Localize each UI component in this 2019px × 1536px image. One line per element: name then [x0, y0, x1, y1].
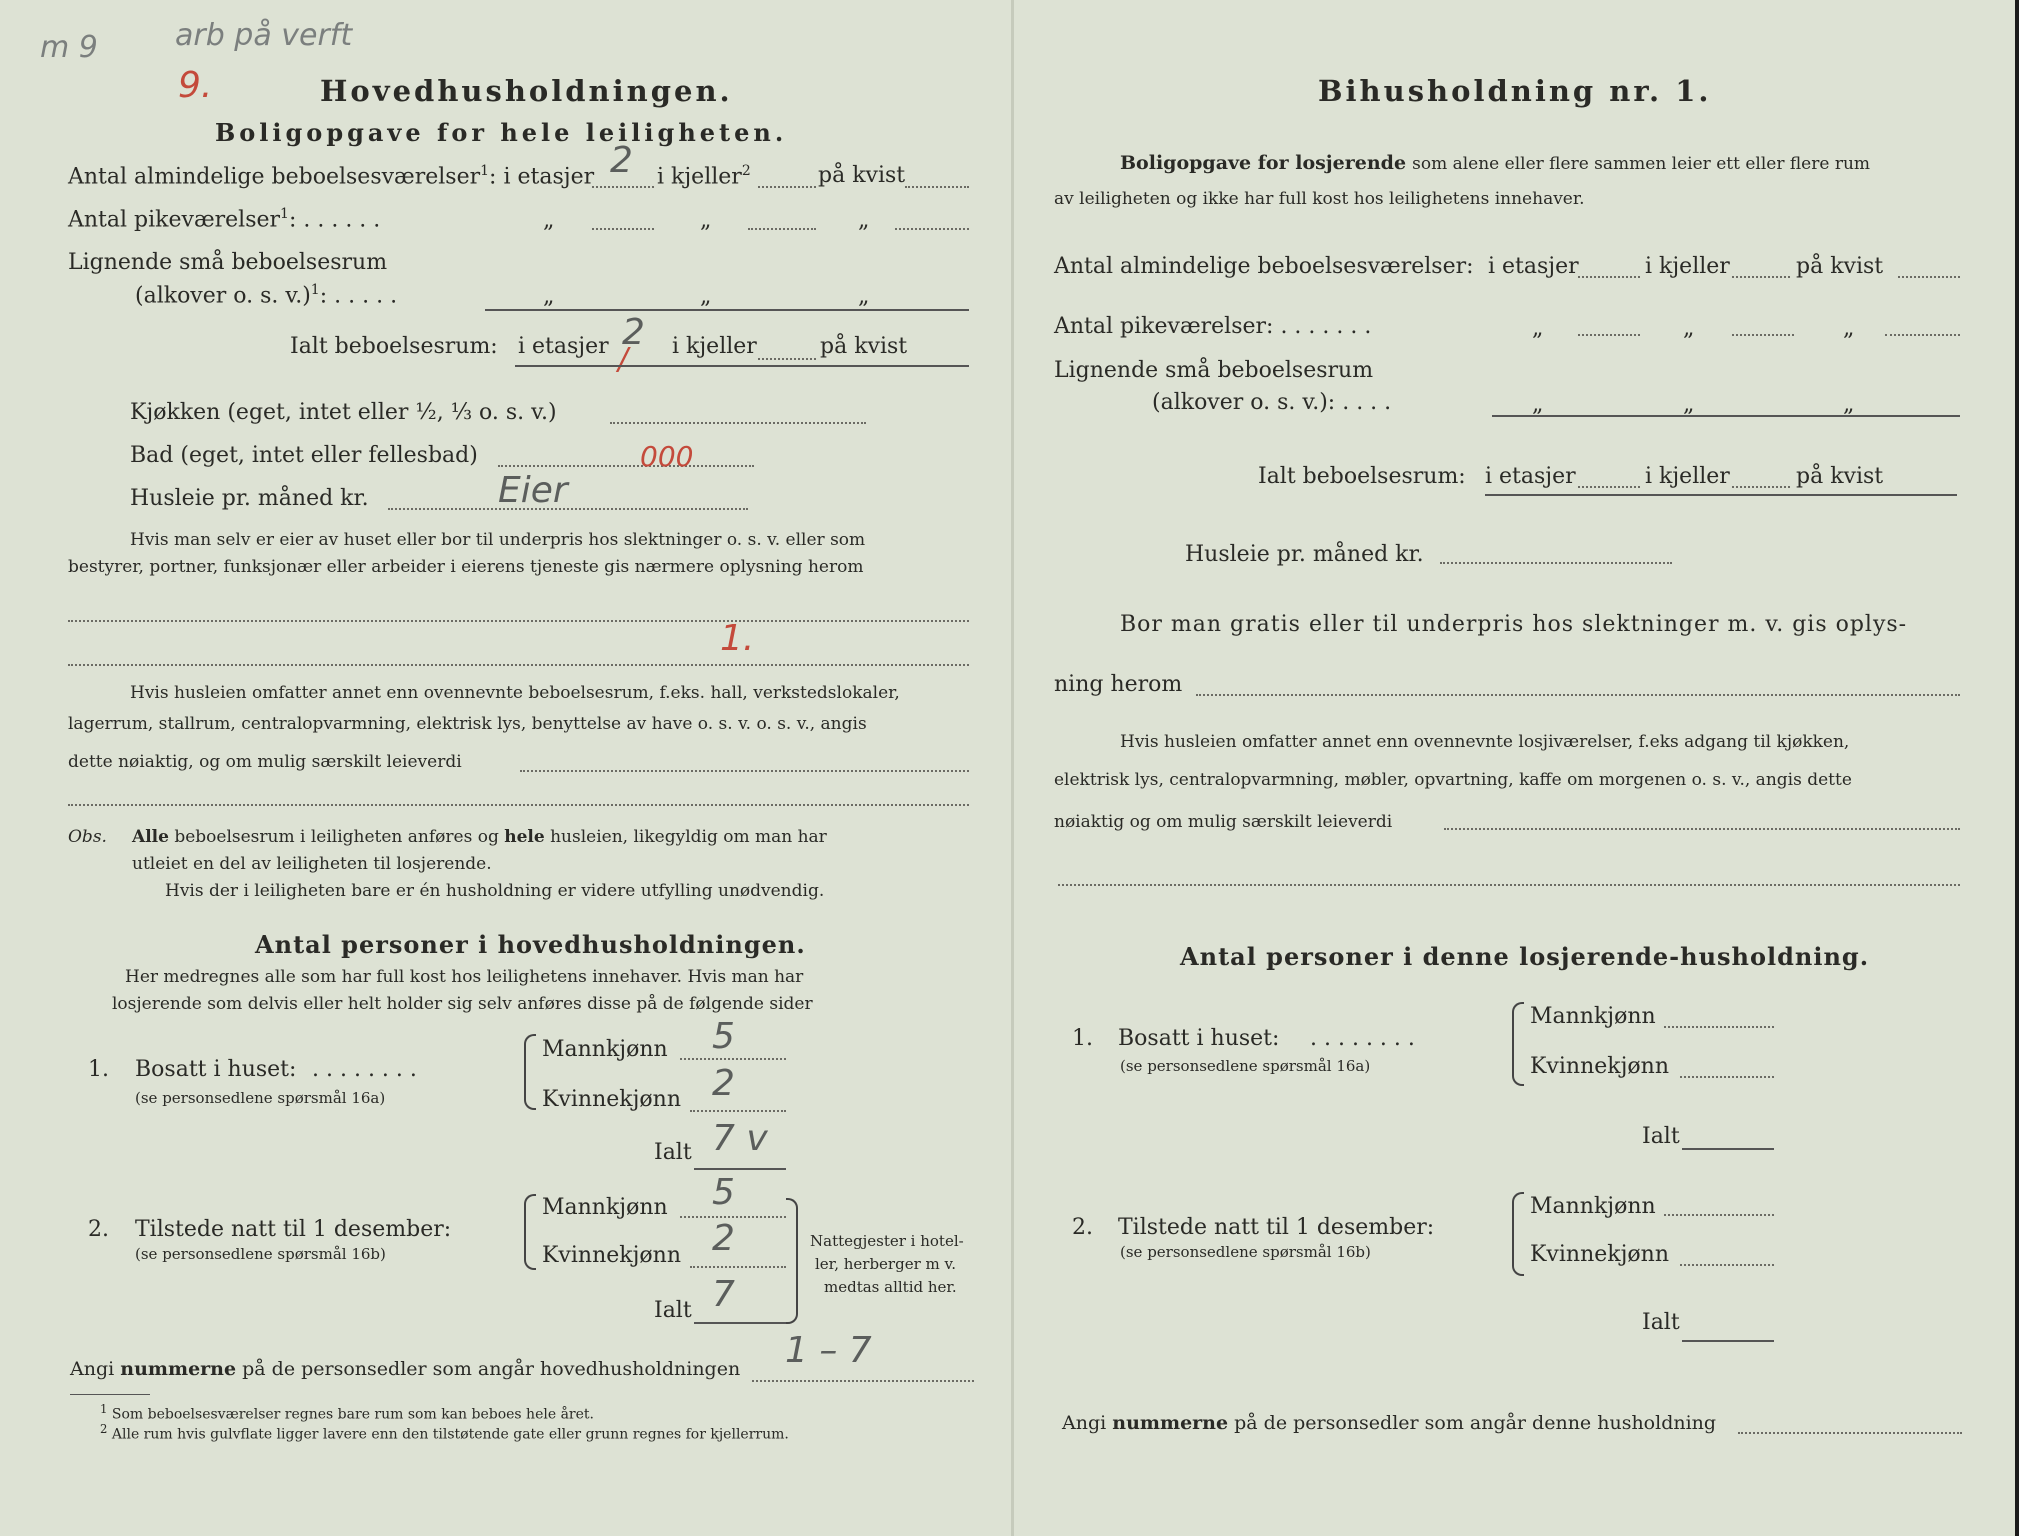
bath-field[interactable] — [498, 465, 754, 467]
main-persons-heading: Antal personer i hovedhusholdningen. — [255, 930, 806, 959]
lodger-rent-includes-3: nøiaktig og om mulig særskilt leieverdi — [1054, 812, 1393, 832]
main-household-subtitle: Boligopgave for hele leiligheten. — [215, 118, 788, 147]
lodger-resident-subtext: (se personsedlene spørsmål 16a) — [1120, 1057, 1371, 1075]
total-kjeller-field[interactable] — [758, 358, 816, 360]
lodger-rooms-etasjer-label: i etasjer — [1488, 254, 1579, 279]
present-number: 2. — [88, 1217, 109, 1242]
rent-includes-text-1: Hvis husleien omfatter annet enn ovennevnte beboelsesrum, f.eks. hall, verkstedslokaler, — [130, 683, 900, 703]
guest-note-brace — [786, 1198, 798, 1324]
lodger-intro-1: Boligopgave for losjerende som alene eller flere sammen leier ett eller flere rum — [1120, 152, 1871, 174]
rent-includes-text-2: lagerrum, stallrum, centralopvarmning, elektrisk lys, benyttelse av have o. s. v. o. s. v., angis — [68, 714, 867, 734]
rent-includes-field-1[interactable] — [520, 770, 969, 772]
guest-note-2: ler, herberger m v. — [815, 1255, 956, 1273]
lodger-present-male-label: Mannkjønn — [1530, 1194, 1656, 1219]
rent-field[interactable] — [388, 508, 748, 510]
page-edge — [2015, 0, 2019, 1536]
lodger-intro-2: av leiligheten og ikke har full kost hos leilighetens innehaver. — [1054, 189, 1585, 209]
maid-etasjer-field[interactable] — [592, 228, 654, 230]
lodger-free-text-1: Bor man gratis eller til underpris hos slektninger m. v. gis oplys- — [1120, 612, 1908, 637]
lodger-rent-includes-field-1[interactable] — [1444, 828, 1960, 830]
resident-subtext: (se personsedlene spørsmål 16a) — [135, 1089, 386, 1107]
lodger-present-male-field[interactable] — [1664, 1214, 1774, 1216]
owner-info-field-1[interactable] — [68, 620, 969, 622]
lodger-rooms-kjeller-field[interactable] — [1732, 276, 1790, 278]
lodger-rent-includes-1: Hvis husleien omfatter annet enn ovennevnte losjiværelser, f.eks adgang til kjøkken, — [1120, 732, 1850, 752]
lodger-rooms-kjeller-label: i kjeller — [1645, 254, 1730, 279]
rooms-kjeller-label: i kjeller$^2$ — [657, 163, 751, 190]
lodger-resident-dots: . . . . . . . . — [1310, 1026, 1415, 1051]
lodger-present-subtext: (se personsedlene spørsmål 16b) — [1120, 1243, 1371, 1261]
lodger-persons-heading: Antal personer i denne losjerende-husholdning. — [1180, 942, 1870, 971]
small-rooms-label: Lignende små beboelsesrum — [68, 250, 388, 275]
lodger-resident-total-label: Ialt — [1642, 1124, 1680, 1149]
lodger-present-brace — [1512, 1192, 1524, 1276]
ditto-mark: „ — [543, 208, 555, 233]
total-etasjer-value: 2 — [622, 312, 645, 353]
lodger-present-number: 2. — [1072, 1215, 1093, 1240]
red-check-mark: / — [618, 342, 629, 377]
handwritten-mark: m 9 — [40, 30, 98, 65]
lodger-resident-brace — [1512, 1002, 1524, 1086]
guest-note-1: Nattegjester i hotel- — [810, 1232, 964, 1250]
rooms-kjeller-field[interactable] — [758, 186, 816, 188]
rooms-etasjer-field[interactable] — [592, 186, 654, 188]
lodger-alcove-label: (alkover o. s. v.): . . . . — [1152, 390, 1392, 415]
total-rooms-underline — [515, 365, 969, 367]
rooms-etasjer-value: 2 — [610, 140, 633, 181]
lodger-rent-field[interactable] — [1440, 562, 1672, 564]
resident-total-label: Ialt — [654, 1140, 692, 1165]
lodger-free-field[interactable] — [1196, 694, 1960, 696]
sub-household-title: Bihusholdning nr. 1. — [1318, 74, 1712, 108]
lodger-rooms-kvist-label: på kvist — [1796, 254, 1884, 279]
lodger-rent-label: Husleie pr. måned kr. — [1185, 542, 1424, 567]
lodger-resident-male-field[interactable] — [1664, 1026, 1774, 1028]
ditto-mark: „ — [543, 284, 555, 309]
ditto-mark: „ — [1683, 316, 1695, 341]
lodger-person-numbers-label: Angi nummerne på de personsedler som angår denne husholdning — [1062, 1412, 1717, 1434]
lodger-small-rooms-underline — [1492, 415, 1960, 417]
present-female-field[interactable] — [690, 1266, 786, 1268]
resident-label: Bosatt i huset: — [135, 1057, 297, 1082]
ditto-mark: „ — [1532, 316, 1544, 341]
lodger-rent-includes-2: elektrisk lys, centralopvarmning, møbler, opvartning, kaffe om morgenen o. s. v., angis dette — [1054, 770, 1852, 790]
present-female-label: Kvinnekjønn — [542, 1243, 681, 1268]
rooms-kvist-field[interactable] — [905, 186, 969, 188]
lodger-present-label: Tilstede natt til 1 desember: — [1118, 1215, 1435, 1240]
lodger-total-etasjer-field[interactable] — [1578, 486, 1640, 488]
owner-info-field-2[interactable] — [68, 664, 969, 666]
resident-male-value: 5 — [712, 1016, 735, 1057]
footnote-1: $^1$ Som beboelsesværelser regnes bare rum som kan beboes hele året. — [100, 1402, 594, 1423]
main-household-title: Hovedhusholdningen. — [320, 74, 733, 108]
present-total-field[interactable] — [694, 1322, 786, 1324]
maid-kvist-field[interactable] — [895, 228, 969, 230]
obs-text-2: utleiet en del av leiligheten til losjerende. — [132, 854, 492, 874]
rent-owner-value: Eier — [498, 470, 568, 511]
owner-info-text-2: bestyrer, portner, funksjonær eller arbeider i eierens tjeneste gis nærmere oplysning herom — [68, 557, 864, 577]
resident-brace — [524, 1034, 536, 1110]
rent-label: Husleie pr. måned kr. — [130, 486, 369, 511]
lodger-total-kvist-label: på kvist — [1796, 464, 1884, 489]
resident-male-label: Mannkjønn — [542, 1037, 668, 1062]
lodger-resident-female-label: Kvinnekjønn — [1530, 1054, 1669, 1079]
lodger-total-etasjer-label: i etasjer — [1485, 464, 1576, 489]
resident-number: 1. — [88, 1057, 109, 1082]
ditto-mark: „ — [700, 284, 712, 309]
obs-text-1: Alle beboelsesrum i leiligheten anføres og hele husleien, likegyldig om man har — [132, 827, 827, 847]
lodger-resident-number: 1. — [1072, 1026, 1093, 1051]
red-scribble: 000 — [640, 440, 694, 473]
guest-note-3: medtas alltid her. — [824, 1278, 957, 1296]
lodger-free-text-2: ning herom — [1054, 672, 1183, 697]
present-female-value: 2 — [712, 1218, 735, 1259]
lodger-rooms-label: Antal almindelige beboelsesværelser: — [1054, 254, 1474, 279]
owner-info-value: 1. — [720, 618, 755, 659]
lodger-resident-label: Bosatt i huset: — [1118, 1026, 1280, 1051]
bath-label: Bad (eget, intet eller fellesbad) — [130, 443, 478, 468]
lodger-total-kjeller-field[interactable] — [1732, 486, 1790, 488]
rent-includes-field-2[interactable] — [68, 804, 969, 806]
lodger-present-total-field[interactable] — [1682, 1340, 1774, 1342]
ditto-mark: „ — [1843, 316, 1855, 341]
lodger-total-kjeller-label: i kjeller — [1645, 464, 1730, 489]
alcove-label: (alkover o. s. v.)$^1$: . . . . . — [135, 282, 398, 309]
ditto-mark: „ — [700, 208, 712, 233]
person-numbers-value: 1 – 7 — [785, 1330, 872, 1371]
ditto-mark: „ — [858, 284, 870, 309]
ditto-mark: „ — [1843, 392, 1855, 417]
total-rooms-label: Ialt beboelsesrum: — [290, 334, 498, 359]
present-male-label: Mannkjønn — [542, 1195, 668, 1220]
footnote-2: $^2$ Alle rum hvis gulvflate ligger lavere enn den tilstøtende gate eller grunn regnes for kjellerrum. — [100, 1422, 789, 1443]
ditto-mark: „ — [1532, 392, 1544, 417]
obs-text-3: Hvis der i leiligheten bare er én husholdning er videre utfylling unødvendig. — [165, 881, 825, 901]
maid-rooms-label: Antal pikeværelser$^1$: . . . . . . — [68, 206, 381, 233]
resident-male-field[interactable] — [680, 1058, 786, 1060]
total-kvist-label: på kvist — [820, 334, 908, 359]
lodger-maid-label: Antal pikeværelser: . . . . . . . — [1054, 314, 1372, 339]
resident-female-field[interactable] — [690, 1110, 786, 1112]
owner-info-text-1: Hvis man selv er eier av huset eller bor til underpris hos slektninger o. s. v. eller som — [130, 530, 866, 550]
lodger-resident-total-field[interactable] — [1682, 1148, 1774, 1150]
resident-dots: . . . . . . . . — [312, 1057, 417, 1082]
present-brace — [524, 1194, 536, 1270]
main-persons-text-1: Her medregnes alle som har full kost hos leilighetens innehaver. Hvis man har — [125, 967, 804, 987]
lodger-small-rooms-label: Lignende små beboelsesrum — [1054, 358, 1374, 383]
lodger-rooms-etasjer-field[interactable] — [1578, 276, 1640, 278]
resident-female-label: Kvinnekjønn — [542, 1087, 681, 1112]
lodger-present-female-label: Kvinnekjønn — [1530, 1242, 1669, 1267]
handwritten-household-number: 9. — [178, 65, 213, 106]
main-persons-text-2: losjerende som delvis eller helt holder sig selv anføres disse på de følgende sider — [112, 994, 813, 1014]
kitchen-label: Kjøkken (eget, intet eller ½, ⅓ o. s. v.) — [130, 400, 557, 425]
maid-kjeller-field[interactable] — [748, 228, 816, 230]
present-male-value: 5 — [712, 1172, 735, 1213]
lodger-rent-includes-field-2[interactable] — [1058, 884, 1960, 886]
lodger-total-label: Ialt beboelsesrum: — [1258, 464, 1466, 489]
page-fold — [1011, 0, 1014, 1536]
rent-includes-text-3: dette nøiaktig, og om mulig særskilt leieverdi — [68, 752, 462, 772]
handwritten-occupation-note: arb på verft — [175, 18, 353, 53]
small-rooms-underline — [485, 309, 969, 311]
lodger-present-total-label: Ialt — [1642, 1310, 1680, 1335]
resident-total-field[interactable] — [694, 1168, 786, 1170]
total-kjeller-label: i kjeller — [672, 334, 757, 359]
rooms-kvist-label: på kvist — [818, 163, 906, 188]
present-label: Tilstede natt til 1 desember: — [135, 1217, 452, 1242]
lodger-maid-kjeller-field[interactable] — [1732, 334, 1794, 336]
lodger-maid-kvist-field[interactable] — [1885, 334, 1960, 336]
lodger-total-underline — [1485, 494, 1957, 496]
present-total-label: Ialt — [654, 1298, 692, 1323]
kitchen-field[interactable] — [610, 422, 866, 424]
lodger-resident-male-label: Mannkjønn — [1530, 1004, 1656, 1029]
lodger-present-female-field[interactable] — [1680, 1264, 1774, 1266]
ditto-mark: „ — [858, 208, 870, 233]
lodger-maid-etasjer-field[interactable] — [1578, 334, 1640, 336]
lodger-person-numbers-field[interactable] — [1738, 1432, 1962, 1434]
present-subtext: (se personsedlene spørsmål 16b) — [135, 1245, 386, 1263]
footnote-rule — [70, 1394, 150, 1395]
ditto-mark: „ — [1683, 392, 1695, 417]
obs-label: Obs. — [68, 827, 107, 847]
present-total-value: 7 — [712, 1274, 735, 1315]
person-numbers-field[interactable] — [752, 1380, 974, 1382]
person-numbers-label: Angi nummerne på de personsedler som angår hovedhusholdningen — [70, 1358, 741, 1380]
lodger-resident-female-field[interactable] — [1680, 1076, 1774, 1078]
resident-female-value: 2 — [712, 1063, 735, 1104]
rooms-label: Antal almindelige beboelsesværelser$^1$: i etasjer — [68, 163, 595, 190]
lodger-rooms-kvist-field[interactable] — [1898, 276, 1960, 278]
total-etasjer-label: i etasjer — [518, 334, 609, 359]
resident-total-value: 7 v — [712, 1118, 768, 1159]
